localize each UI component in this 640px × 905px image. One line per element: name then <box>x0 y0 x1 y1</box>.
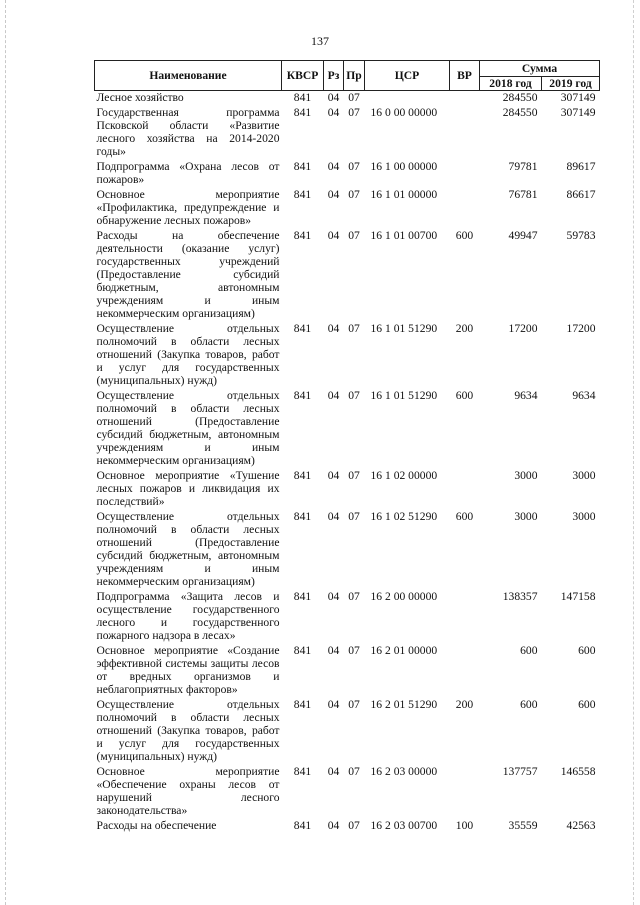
row-vr: 600 <box>455 510 474 523</box>
row-csr: 16 1 02 00000 <box>370 469 438 482</box>
row-rz: 04 <box>327 389 340 402</box>
row-pr: 07 <box>348 469 360 482</box>
row-kvsr: 841 <box>293 322 312 335</box>
row-csr: 16 2 03 00700 <box>370 819 438 832</box>
row-kvsr: 841 <box>293 510 312 523</box>
row-csr: 16 1 00 00000 <box>370 160 438 173</box>
row-kvsr: 841 <box>293 819 312 832</box>
row-vr <box>450 590 480 644</box>
table-row <box>95 188 600 229</box>
row-sum-2019: 307149 <box>560 106 596 119</box>
table-header <box>95 61 600 91</box>
row-pr: 07 <box>348 229 360 242</box>
row-rz: 04 <box>327 698 340 711</box>
scan-edge-left <box>5 0 6 905</box>
row-vr: 600 <box>455 229 474 242</box>
row-vr: 200 <box>455 322 474 335</box>
header-vr: ВР <box>450 61 480 91</box>
row-kvsr: 841 <box>293 765 312 778</box>
row-name: Осуществление отдельных полномочий в области лесных отношений (Предоставление субсидий бюджетным, автономным учреждениям и иным некоммерческим организациям) <box>96 389 280 467</box>
row-sum-2018: 79781 <box>508 160 538 173</box>
row-sum-2018: 35559 <box>508 819 538 832</box>
row-sum-2018: 76781 <box>508 188 538 201</box>
row-kvsr: 841 <box>293 698 312 711</box>
row-sum-2019: 59783 <box>566 229 596 242</box>
row-kvsr: 841 <box>293 644 312 657</box>
row-rz: 04 <box>327 819 340 832</box>
row-rz: 04 <box>327 91 340 104</box>
row-rz: 04 <box>327 229 340 242</box>
table-row <box>95 322 600 389</box>
row-pr: 07 <box>348 698 360 711</box>
row-rz: 04 <box>327 188 340 201</box>
row-sum-2019: 9634 <box>572 389 596 402</box>
row-name: Основное мероприятие «Тушение лесных пожаров и ликвидация их последствий» <box>96 469 280 508</box>
row-kvsr: 841 <box>293 106 312 119</box>
row-rz: 04 <box>327 765 340 778</box>
row-sum-2019: 600 <box>578 644 596 657</box>
row-vr <box>450 91 480 107</box>
row-name: Подпрограмма «Защита лесов и осуществление государственного лесного и государственного пожарного надзора в лесах» <box>96 590 280 642</box>
table-row <box>95 698 600 765</box>
row-sum-2019: 600 <box>578 698 596 711</box>
row-rz: 04 <box>327 469 340 482</box>
row-pr: 07 <box>348 322 360 335</box>
row-kvsr: 841 <box>293 188 312 201</box>
row-sum-2018: 137757 <box>502 765 538 778</box>
row-kvsr: 841 <box>293 469 312 482</box>
row-sum-2018: 138357 <box>502 590 538 603</box>
row-sum-2018: 600 <box>520 698 538 711</box>
row-sum-2019: 42563 <box>566 819 596 832</box>
header-2019: 2019 год <box>542 77 600 91</box>
header-pr: Пр <box>344 61 365 91</box>
table-row <box>95 469 600 510</box>
row-name: Лесное хозяйство <box>96 91 184 104</box>
row-rz: 04 <box>327 644 340 657</box>
budget-table <box>94 60 600 834</box>
row-kvsr: 841 <box>293 91 312 104</box>
row-csr: 16 0 00 00000 <box>370 106 438 119</box>
row-kvsr: 841 <box>293 160 312 173</box>
row-sum-2019: 89617 <box>566 160 596 173</box>
row-vr: 600 <box>455 389 474 402</box>
table-row <box>95 389 600 469</box>
row-csr: 16 2 01 51290 <box>370 698 438 711</box>
row-rz: 04 <box>327 322 340 335</box>
row-pr: 07 <box>348 644 360 657</box>
header-name: Наименование <box>95 61 282 91</box>
row-rz: 04 <box>327 510 340 523</box>
row-csr: 16 1 01 00000 <box>370 188 438 201</box>
row-csr: 16 1 01 00700 <box>370 229 438 242</box>
row-vr <box>450 160 480 188</box>
table-row <box>95 644 600 698</box>
row-kvsr: 841 <box>293 389 312 402</box>
row-name: Государственная программа Псковской области «Развитие лесного хозяйства на 2014-2020 годы» <box>96 106 280 158</box>
table-row <box>95 510 600 590</box>
table-row <box>95 106 600 160</box>
row-sum-2018: 9634 <box>514 389 538 402</box>
row-sum-2018: 284550 <box>502 106 538 119</box>
header-csr: ЦСР <box>365 61 450 91</box>
row-sum-2018: 3000 <box>514 510 538 523</box>
row-sum-2018: 17200 <box>508 322 538 335</box>
header-2018: 2018 год <box>480 77 542 91</box>
row-vr: 100 <box>455 819 474 832</box>
header-sum: Сумма <box>480 61 600 77</box>
row-pr: 07 <box>348 188 360 201</box>
row-pr: 07 <box>348 91 360 104</box>
table-row <box>95 91 600 107</box>
row-name: Осуществление отдельных полномочий в области лесных отношений (Закупка товаров, работ и услуг для государственных (муниципальных) нужд) <box>96 322 280 387</box>
row-sum-2018: 284550 <box>502 91 538 104</box>
table-row <box>95 765 600 819</box>
row-name: Осуществление отдельных полномочий в области лесных отношений (Предоставление субсидий бюджетным, автономным учреждениям и иным некоммерческим организациям) <box>96 510 280 588</box>
table-body <box>95 91 600 835</box>
row-csr: 16 2 03 00000 <box>370 765 438 778</box>
row-pr: 07 <box>348 590 360 603</box>
header-kvsr: КВСР <box>282 61 324 91</box>
table-row <box>95 590 600 644</box>
row-sum-2019: 147158 <box>560 590 596 603</box>
row-csr: 16 1 01 51290 <box>370 389 438 402</box>
row-name: Основное мероприятие «Обеспечение охраны лесов от нарушений лесного законодательства» <box>96 765 280 817</box>
header-rz: Рз <box>324 61 344 91</box>
row-rz: 04 <box>327 106 340 119</box>
row-kvsr: 841 <box>293 229 312 242</box>
row-name: Расходы на обеспечение деятельности (оказание услуг) государственных учреждений (Предоставление субсидий бюджетным, автономным учреждениям и иным некоммерческим организациям) <box>96 229 280 320</box>
table-row <box>95 160 600 188</box>
row-vr <box>450 765 480 819</box>
row-name: Расходы на обеспечение <box>96 819 217 832</box>
table-row <box>95 819 600 834</box>
row-sum-2019: 146558 <box>560 765 596 778</box>
row-name: Подпрограмма «Охрана лесов от пожаров» <box>96 160 280 186</box>
row-kvsr: 841 <box>293 590 312 603</box>
row-pr: 07 <box>348 765 360 778</box>
row-sum-2018: 3000 <box>514 469 538 482</box>
row-pr: 07 <box>348 510 360 523</box>
row-vr <box>450 106 480 160</box>
row-csr: 16 1 01 51290 <box>370 322 438 335</box>
row-vr <box>450 644 480 698</box>
row-pr: 07 <box>348 389 360 402</box>
row-pr: 07 <box>348 819 360 832</box>
row-vr: 200 <box>455 698 474 711</box>
row-sum-2019: 3000 <box>572 469 596 482</box>
row-pr: 07 <box>348 160 360 173</box>
row-sum-2019: 307149 <box>560 91 596 104</box>
row-csr <box>365 91 450 107</box>
row-name: Основное мероприятие «Создание эффективной системы защиты лесов от вредных организмов и неблагоприятных факторов» <box>96 644 280 696</box>
row-sum-2019: 3000 <box>572 510 596 523</box>
row-rz: 04 <box>327 160 340 173</box>
scan-edge-right <box>633 0 634 905</box>
row-name: Осуществление отдельных полномочий в области лесных отношений (Закупка товаров, работ и услуг для государственных (муниципальных) нужд) <box>96 698 280 763</box>
row-vr <box>450 469 480 510</box>
row-pr: 07 <box>348 106 360 119</box>
row-name: Основное мероприятие «Профилактика, предупреждение и обнаружение лесных пожаров» <box>96 188 280 227</box>
row-sum-2018: 600 <box>520 644 538 657</box>
row-sum-2018: 49947 <box>508 229 538 242</box>
row-vr <box>450 188 480 229</box>
row-csr: 16 2 01 00000 <box>370 644 438 657</box>
row-sum-2019: 17200 <box>566 322 596 335</box>
table-row <box>95 229 600 322</box>
row-sum-2019: 86617 <box>566 188 596 201</box>
row-csr: 16 1 02 51290 <box>370 510 438 523</box>
row-csr: 16 2 00 00000 <box>370 590 438 603</box>
page-number: 137 <box>311 34 329 48</box>
row-rz: 04 <box>327 590 340 603</box>
